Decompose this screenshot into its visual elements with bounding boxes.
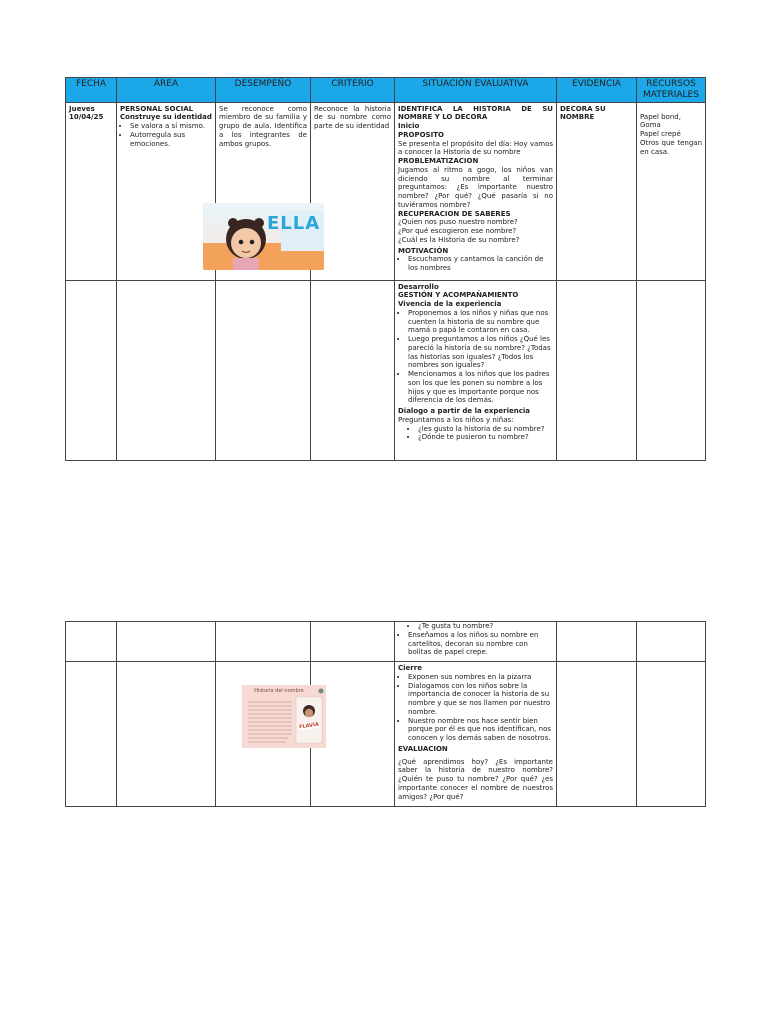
area-subtitle: Construye su identidad [120,113,212,122]
continuation-cell [395,622,557,662]
situacion-title: IDENTIFICA LA HISTORIA DE SU NOMBRE Y LO DECORA [398,104,553,122]
planning-table-1 [65,77,706,461]
list-item: • Mencionamos a los niños que los padres son los que les ponen su nombre a los hijos y que es importante porque nos diferencia de los demás. [408,370,553,405]
empty-cell [637,280,706,460]
recursos-cell [637,102,706,280]
empty-cell [117,662,216,807]
empty-cell [66,662,117,807]
header-evidencia: EVIDENCIA [557,78,637,103]
empty-cell [557,662,637,807]
ella-text: ELLA [267,213,321,234]
empty-cell [66,622,117,662]
list-item: • Nuestro nombre nos hace sentir bien porque por él es que nos identifican, nos conocen y los demás saben de nosotros. [408,717,553,743]
problematizacion-text: Jugamos al ritmo a gogo, los niños van diciendo su nombre al terminar preguntamos: ¿Es importante nuestro nombre? ¿Por qué? ¿Qué pasaría si no tuviéramos nombre? [398,165,553,209]
list-item: • Escuchamos y cantamos la canción de los nombres [408,255,553,273]
fecha-cell [66,102,117,280]
recuperacion-q3: ¿Cuál es la Historia de su nombre? [398,235,520,244]
empty-cell [557,280,637,460]
empty-cell [66,280,117,460]
desempeno-cell: Se reconoce como miembro de su familia y grupo de aula. Identifica a los integrantes de ambos grupos. [216,102,311,280]
empty-cell [117,280,216,460]
continuation-list [398,631,553,657]
evaluacion-heading: EVALUACION [398,744,448,753]
header-area: ÁREA [117,78,216,103]
name-card: FLAVIA [298,721,320,731]
name-song-illustration [203,203,324,270]
problematizacion-heading: PROBLEMATIZACION [398,157,479,166]
header-recursos: RECURSOS MATERIALES [637,78,706,103]
empty-cell [216,622,311,662]
cierre-cell [395,662,557,807]
evidencia-cell: DECORA SU NOMBRE [557,102,637,280]
list-item: • ¿Dónde te pusieron tu nombre? [418,433,553,442]
desarrollo-cell [395,280,557,460]
fecha-day: Jueves [69,104,95,113]
fecha-date: 10/04/25 [69,113,104,122]
continuation-sublist [398,622,553,631]
list-item: • Exponen sus nombres en la pizarra [408,673,553,682]
dialogo-heading: Dialogo a partir de la experiencia [398,407,531,416]
list-item: • ¿les gusto la historia de su nombre? [418,425,553,434]
list-item: • Luego preguntamos a los niños ¿Qué les pareció la historia de su nombre? ¿Todas las historias son iguales? ¿Todos los nombres son iguales? [408,335,553,370]
figure-title: Historia del nombre [254,688,304,694]
recuperacion-q2: ¿Por qué escogieron ese nombre? [398,227,517,236]
situacion-cell [395,102,557,280]
dialogo-text: Preguntamos a los niños y niñas: [398,415,514,424]
list-item: • ¿Te gusta tu nombre? [418,622,553,631]
desarrollo-heading: Desarrollo [398,282,439,291]
recuperacion-heading: RECUPERACION DE SABERES [398,209,511,218]
area-cell [117,102,216,280]
empty-cell [311,280,395,460]
header-criterio: CRITERIO [311,78,395,103]
cierre-list [398,673,553,743]
motivacion-list [398,255,553,273]
dialogo-list [398,425,553,443]
name-history-image [242,685,326,748]
header-situacion: SITUACIÓN EVALUATIVA [395,78,557,103]
vivencia-heading: Vivencia de la experiencia [398,300,502,309]
proposito-text: Se presenta el propósito del día: Hoy vamos a conocer la Historia de su nombre [398,139,553,157]
empty-cell [637,622,706,662]
area-title: PERSONAL SOCIAL [120,104,194,113]
list-item: • Dialogamos con los niños sobre la importancia de conocer la historia de su nombre y que se nos llamen por nuestro nombre. [408,682,553,717]
recurso-item: Papel crepé [640,130,681,139]
criterio-cell: Reconoce la historia de su nombre como parte de su identidad [311,102,395,280]
empty-cell [311,622,395,662]
table-row [66,102,706,280]
list-item: • Autorregula sus emociones. [130,131,212,149]
motivacion-heading: MOTIVACIÓN [398,246,449,255]
header-fecha: FECHA [66,78,117,103]
list-item: • Proponemos a los niños y niñas que nos cuenten la historia de su nombre que mamá o papá le contaron en casa. [408,309,553,335]
evaluacion-text: ¿Qué aprendimos hoy? ¿Es importante saber la historia de nuestro nombre? ¿Quién te puso tu nombre? ¿Por qué? ¿es importante conocer el nombre de nuestros amigos? ¿Por qué? [398,757,553,801]
cierre-heading: Cierre [398,664,422,672]
header-desempeno: DESEMPEÑO [216,78,311,103]
recurso-item: Papel bond, [640,112,681,121]
header-row [66,78,706,103]
table-row [66,280,706,460]
planning-table-2 [65,621,706,807]
area-list [120,122,212,148]
proposito-heading: PROPOSITO [398,130,444,139]
inicio-label: Inicio [398,122,420,131]
text-lines-graphic [242,685,326,748]
recurso-item: Goma [640,121,661,130]
recuperacion-q1: ¿Quien nos puso nuestro nombre? [398,218,518,227]
table-row [66,662,706,807]
vivencia-list [398,309,553,405]
empty-cell [117,622,216,662]
empty-cell [637,662,706,807]
table-row [66,622,706,662]
empty-cell [216,280,311,460]
list-item: • Enseñamos a los niños su nombre en cartelitos, decoran su nombre con bolitas de papel crepe. [408,631,553,657]
empty-cell [557,622,637,662]
recurso-item: Otros que tengan en casa. [640,138,702,156]
gestion-heading: GESTIÓN Y ACOMPAÑAMIENTO [398,291,519,300]
list-item: • Se valora a sí mismo. [130,122,212,131]
